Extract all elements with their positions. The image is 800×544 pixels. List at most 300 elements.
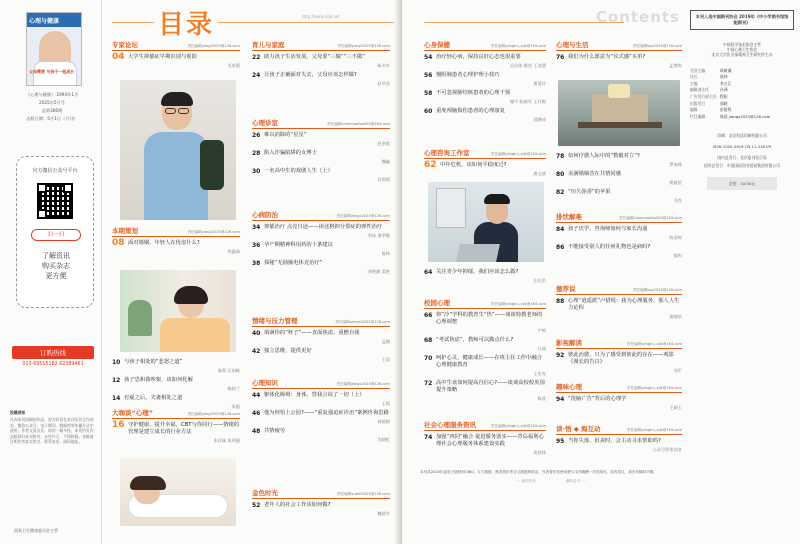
section-title: 读·悟 ◆ 海互动 (556, 425, 601, 433)
section-emotion (252, 316, 390, 363)
entry-title: 呵护心灵，健康成长——在班主任工作中融合心理健康教育 (436, 355, 542, 368)
section-title: 社会心理服务资讯 (424, 421, 476, 429)
section-heading (556, 284, 682, 295)
page-number: 16 (112, 420, 125, 430)
entry-author: 王宏亮 (533, 371, 546, 376)
section-editor: 责任编辑yanghu_xljk@163.com (490, 44, 546, 48)
section-title: 心病防治 (252, 211, 278, 219)
entry-author: 陈欣 (537, 396, 546, 401)
entry-title: 让孩子正确面对失去，父母应该怎样做? (264, 72, 357, 78)
org-line: 中国心理卫生协会 (726, 47, 758, 53)
page-number: 66 (424, 312, 433, 319)
entry-title: 重度颅脑损伤患者的心理康复 (436, 108, 505, 114)
section-title: 心理诊室 (252, 119, 278, 127)
page-number: 62 (424, 160, 437, 170)
entry-title: 当你失落、沮丧时，会主动寻求帮助吗? (568, 438, 661, 444)
staff-role: 名誉主编 (690, 67, 706, 73)
masthead-issn: ISSN 1005-5916 CN 11-3187/R (712, 143, 772, 149)
toc-entry[interactable] (252, 392, 390, 407)
section-editor: 责任编辑lipz2025@126.com (633, 288, 682, 292)
section-heading (556, 212, 682, 223)
entry-author: 刘平 (673, 368, 682, 373)
page-number: 92 (556, 352, 565, 359)
toc-entry[interactable] (556, 189, 682, 204)
section-heading (252, 316, 390, 327)
contents-title-en: Contents (595, 8, 680, 26)
submission-notice-text: 凡向本刊投稿的作品，视为同意在本刊及其合作网站、微信公众号、电子期刊、数据库等传播方式中使用。作者文责自负，请勿一稿多投。本刊所发作品版权归本刊所有，未经许可，不得转载。来稿请注明作者真实姓名、联系电话、通讯地址。 (10, 417, 94, 445)
toc-entry[interactable] (556, 298, 682, 320)
masthead-overseas: 国外总发行：中国国际图书贸易集团有限公司 (704, 163, 780, 169)
entry-author: 孟博奔 (669, 63, 682, 68)
toc-entry[interactable] (556, 244, 682, 259)
toc-entry[interactable] (424, 72, 546, 87)
wechat-subscribe-box (16, 156, 94, 308)
toc-entry[interactable] (424, 162, 546, 177)
section-heading (556, 382, 682, 393)
toc-entry[interactable] (424, 54, 546, 69)
section-title: 心理与生活 (556, 41, 589, 49)
entry-author: 孟楠 (381, 339, 390, 344)
entry-author: 公众号管室读者 (652, 447, 682, 452)
staff-role: 栏目编辑 (690, 113, 706, 119)
section-title: 专家论坛 (112, 41, 138, 49)
section-parenting (252, 40, 390, 87)
toc-entry[interactable] (424, 108, 546, 123)
entry-title: 慢阻肺患者心理护理小技巧 (436, 72, 500, 78)
section-film (556, 338, 682, 374)
entry-author: 谢平 陈新军 王红梅 (509, 99, 546, 104)
entry-author: 王珺 (381, 357, 390, 362)
entry-author: 李艳颜 姜艳 (367, 269, 390, 274)
entry-title: 不能接受别人的任何礼物也是病吗? (568, 244, 651, 250)
page-number: 28 (252, 150, 261, 157)
copyright-text: 本刊从2020年起电子版授权CNKI、万方数据、维普资讯等全文数据库收录，作者著作权使用费与本刊稿酬一次性给付。如有异议，请在来稿时声明。 (420, 470, 657, 474)
toc-entry[interactable] (112, 54, 240, 69)
page-number: 94 (556, 396, 565, 403)
masthead (690, 10, 794, 530)
staff-name: 陈晨 jiangx2023@126.com (720, 113, 771, 119)
staff-row (690, 68, 794, 73)
toc-entry[interactable] (112, 377, 240, 392)
staff-row (690, 87, 794, 92)
section-heading (112, 40, 240, 51)
entry-title: 心理“逍遥派”卢猎锐：我为心理服务、那人人生力论程 (568, 298, 680, 311)
entry-title: 孕产期精神科用药的十条建议 (264, 242, 333, 248)
benefit-line: 购买杂志 (42, 262, 70, 270)
toc-url[interactable]: http://www.xljk.net (302, 14, 340, 19)
magazine-cover-thumbnail (26, 12, 82, 86)
section-anxiety (556, 212, 682, 259)
staff-name: 陈树谦 (720, 67, 732, 73)
entry-author: 陈金婷 (669, 235, 682, 240)
entry-author: 秦莽 汪南栋 (217, 368, 240, 373)
scan-button[interactable]: 扫一扫 (31, 229, 81, 241)
section-campus (424, 298, 546, 402)
entry-author: 曹爱玲 (533, 81, 546, 86)
section-heading (112, 408, 240, 419)
masthead-domestic: 国内总发行：北京报刊发行局 (717, 155, 767, 161)
toc-title: 目录 (154, 4, 218, 41)
staff-row (690, 94, 794, 99)
section-editor: 责任编辑yangl2025@126.com (337, 44, 390, 48)
man-laptop-photo (428, 182, 544, 262)
entry-title: 填满你的“杯子”——直面焦虑、重燃自我 (264, 330, 360, 336)
section-editor: 责任编辑pengsl2025@126.com (335, 320, 390, 324)
entry-author: 何晓娟 (377, 419, 390, 424)
section-expert (112, 40, 240, 69)
toc-entry[interactable] (252, 54, 390, 69)
entry-author: 吴昌伟 维焦 王效慧 (509, 63, 546, 68)
staff-name: 郭晓 (720, 100, 728, 106)
page-number: 12 (112, 377, 121, 384)
section-life-more (556, 150, 682, 204)
section-heading (424, 148, 546, 159)
photo-hair (130, 476, 166, 490)
copyright-footer (420, 470, 682, 484)
section-editor: 责任编辑xuehf2025@126.com (337, 492, 390, 496)
staff-row (690, 81, 794, 86)
entry-title: 难以消除的“星星” (264, 132, 307, 138)
section-focus (112, 226, 240, 255)
page-number: 72 (424, 380, 433, 387)
entry-title: 加强“四同”融合 促进服务落实——青岛福利心理社会心理服务体系建设实践 (436, 434, 544, 447)
section-editor: 责任编辑chenmaofeo000@163.com (327, 122, 390, 126)
section-golden (252, 488, 390, 517)
toc-entry[interactable] (424, 380, 546, 402)
masthead-award-box: 本刊入选中国期刊协会 2019年《中小学图书馆馆配期刊》 (690, 10, 794, 30)
staff-name: 程阳 (720, 93, 728, 99)
page-number: 40 (252, 330, 261, 337)
glasses-icon (178, 108, 189, 114)
lantern-icon (608, 84, 630, 98)
toc-entry[interactable] (252, 348, 390, 363)
toc-entry[interactable] (556, 171, 682, 186)
entry-title: 孩子厌学，咨询师如何与家长沟通 (568, 226, 648, 232)
section-title: 心理咨询工作室 (424, 149, 470, 157)
section-heading (252, 378, 390, 389)
page-number: 78 (556, 153, 565, 160)
section-heart (424, 40, 546, 123)
entry-author: 孔丽 (537, 346, 546, 351)
entry-author: 陈林 (381, 251, 390, 256)
entry-title: “考试焦虑”，教师可以做点什么? (436, 337, 514, 343)
masthead-publish: 印刷：北京科信印刷有限公司 (717, 132, 767, 138)
girl-photo (120, 270, 236, 352)
toc-entry[interactable] (424, 434, 546, 456)
entry-title: 不可忽视肺结核患者的心理干预 (436, 90, 511, 96)
page-number: 82 (556, 189, 565, 196)
photo-window (436, 188, 466, 228)
section-editor: 责任编辑yangl2025@126.com (187, 412, 240, 416)
staff-role: 主编 (690, 80, 698, 86)
order-hotline (12, 346, 94, 367)
page-number: 24 (252, 72, 261, 79)
student-photo (120, 80, 236, 220)
contents-header (424, 4, 686, 34)
entry-author: 姚姚星 (669, 180, 682, 185)
entry-author: 赵华君 (377, 81, 390, 86)
section-title: 情绪与压力管理 (252, 317, 298, 325)
submission-notice (10, 410, 96, 444)
staff-role: 广告发行部主任 (690, 93, 717, 99)
toc-entry[interactable] (556, 396, 682, 411)
section-studio-more (424, 266, 546, 284)
entry-title: 助力孩子生活发展，父母要“三做”“三不做” (264, 54, 366, 60)
section-title: 心理知识 (252, 379, 278, 387)
entry-title: 有疑之后，夫妻相处之道 (124, 395, 183, 401)
toc-right (424, 0, 686, 544)
issue-info-line-3: 总第366期 (41, 108, 63, 113)
cover-band-title: 心理与健康 (27, 13, 82, 27)
section-title: 趣味心理 (556, 383, 582, 391)
page-number: 38 (252, 260, 261, 267)
entry-title: 与孩子相处的“悲怒之道” (124, 359, 183, 365)
staff-name: 彭毅鸣 (720, 107, 732, 113)
staff-name: 陆林 (720, 74, 728, 80)
section-title: 本期策划 (112, 227, 138, 235)
toc-entry[interactable] (424, 337, 546, 352)
section-title: 排忧解难 (556, 213, 582, 221)
staff-row (690, 101, 794, 106)
section-title: 心身保健 (424, 41, 450, 49)
entry-title: 老年人的社会工作该如何做? (264, 502, 331, 508)
section-title: 金色时光 (252, 489, 278, 497)
backpack-icon (200, 140, 224, 190)
page-number: 44 (252, 392, 261, 399)
page-number: 36 (252, 242, 261, 249)
page-number: 74 (424, 434, 433, 441)
entry-author: 邵德成 (533, 117, 546, 122)
entry-title: “洗脑广告”背后的心理学 (568, 396, 627, 402)
section-editor: 责任编辑yanghu_xljk@163.com (626, 428, 682, 432)
section-editor: 责任编辑yanghu_xljk@163.com (490, 424, 546, 428)
subscribe-benefits (25, 251, 87, 281)
laptop-icon (456, 244, 500, 262)
benefit-line: 更方便 (45, 272, 67, 280)
toc-entry[interactable] (424, 90, 546, 105)
qr-corner-icon (37, 209, 47, 219)
section-society (424, 420, 546, 456)
entry-author: 朱越 (231, 404, 240, 409)
entry-title: 一名高中生的戏剧人生（上） (264, 168, 333, 174)
section-heading (252, 40, 390, 51)
section-title: 校园心理 (424, 299, 450, 307)
entry-author: 毛家强 (227, 63, 240, 68)
photo-shirt (144, 132, 208, 220)
section-title: 影视解读 (556, 339, 582, 347)
entry-title: 他为何怕上公园?——“重复强迫症诊治”案例咨询思路 (264, 410, 389, 416)
entry-title: 美满婚姻昔在共情同感 (568, 171, 621, 177)
page-number: 70 (424, 355, 433, 362)
page-number: 86 (556, 244, 565, 251)
photo-hair (161, 92, 193, 106)
section-focus-more (112, 356, 240, 410)
plant-icon (128, 300, 152, 336)
toc-entry[interactable] (252, 502, 390, 517)
copyright-tags (420, 479, 682, 484)
entry-author: 廖冉 (673, 253, 682, 258)
glasses-icon (165, 108, 176, 114)
section-studio (424, 148, 546, 177)
section-heading (112, 226, 240, 237)
hotline-numbers[interactable]: 010-69515182 62389461 (22, 362, 84, 367)
entry-title: 治疗轻心病，保持良好心态也很重要 (436, 54, 521, 60)
toc-entry[interactable] (252, 242, 390, 257)
cover-tagline: 父母需要 与孩子一起成长 (29, 69, 75, 74)
page-number: 26 (252, 132, 261, 139)
staff-row (690, 74, 794, 79)
section-read (556, 424, 682, 453)
page-number: 52 (252, 502, 261, 509)
staff-row (690, 114, 794, 119)
toc-entry[interactable] (424, 355, 546, 377)
toc-left (112, 0, 402, 544)
entry-title: 高中生该如何提高自信心?——谈谈高校校英国提升策略 (436, 380, 545, 393)
toc-entry[interactable] (112, 359, 240, 374)
page-number: 10 (112, 359, 121, 366)
entry-author: 唐文斌 (533, 171, 546, 176)
section-editor: 责任编辑yangl2025@126.com (187, 44, 240, 48)
page-number: 22 (252, 54, 261, 61)
page-number: 42 (252, 348, 261, 355)
toc-entry[interactable] (112, 422, 240, 444)
entry-title: “历久弥香”的苹果 (568, 189, 611, 195)
section-adolescent (112, 408, 240, 444)
page-number: 30 (252, 168, 261, 175)
section-editor: 责任编辑jiangx2023@126.com (336, 214, 390, 218)
entry-title: 关注青少年抑郁，我们应该怎么做? (436, 269, 519, 275)
entry-author: 杨桂兰 (227, 386, 240, 391)
section-fun (556, 382, 682, 411)
page-number: 08 (112, 238, 125, 248)
page-number: 14 (112, 395, 121, 402)
entry-title: 躯体化障碍：身体，替我言说了一切（上） (264, 392, 365, 398)
toc-entry[interactable] (556, 54, 682, 69)
masthead-staff (690, 68, 794, 119)
page-number: 68 (424, 337, 433, 344)
entry-title: 大学生抑郁症早期识别与预防 (128, 54, 197, 60)
section-editor: 责任编辑yangl2025@126.com (187, 230, 240, 234)
copyright-tag: 翻印必究 一 (566, 479, 586, 483)
section-heading (424, 298, 546, 309)
entry-title: 孩子恐和我吵架，该如何化解 (124, 377, 193, 383)
toc-entry[interactable] (556, 438, 682, 453)
staff-role: 编辑 (690, 107, 698, 113)
section-heading (556, 424, 682, 435)
entry-title: 共情疲劳 (264, 428, 286, 434)
section-title: 德荐说 (556, 285, 576, 293)
section-clinic (252, 118, 390, 183)
section-editor: 责任编辑yanghu_xljk@163.com (490, 302, 546, 306)
entry-title: 如何疗愈人际中的“数毅对立”? (568, 153, 640, 159)
entry-author: 沈晓虹 (377, 437, 390, 442)
price-stamp: 定价：10.00元 (707, 177, 777, 190)
section-recommend (556, 284, 682, 320)
toc-entry[interactable] (252, 330, 390, 345)
toc-entry[interactable] (252, 132, 390, 147)
entry-author: 王嫣 (381, 401, 390, 406)
page-number: 54 (424, 54, 433, 61)
toc-entry[interactable] (556, 153, 682, 168)
toc-entry[interactable] (252, 168, 390, 183)
section-heading (556, 40, 682, 51)
entry-author: 赵金霞 (377, 141, 390, 146)
entry-author: 朱祥瑞 朱明强 (213, 438, 240, 443)
staff-role: 出版发行 (690, 100, 706, 106)
photo-bench (578, 122, 662, 128)
toc-entry[interactable] (424, 312, 546, 334)
toc-entry[interactable] (556, 352, 682, 374)
page-number: 64 (424, 269, 433, 276)
entry-title: 守护健康、提升幸福，CBT与你同行——情绪的管理是建立成长的行业方法 (128, 422, 240, 435)
entry-title: 独立思维，提供更好 (264, 348, 312, 354)
page-number: 88 (556, 298, 565, 305)
toc-entry[interactable] (252, 260, 390, 275)
page-number: 84 (556, 226, 565, 233)
toc-entry[interactable] (252, 150, 390, 165)
org-line: 中国科学技术协会主管 (723, 42, 761, 47)
entry-author: 卢婷 (537, 328, 546, 333)
entry-author: 汪长洪 (533, 278, 546, 283)
entry-author: 翁德泉 (669, 314, 682, 319)
page-number: 58 (424, 90, 433, 97)
page-number: 46 (252, 410, 261, 417)
toc-entry[interactable] (252, 224, 390, 239)
entry-title: 中年危机，该如何平稳度过? (440, 162, 507, 168)
toc-entry[interactable] (252, 72, 390, 87)
entry-title: 面对婚姻，年轻人在忧虑什么? (128, 240, 200, 246)
toc-entry[interactable] (112, 240, 240, 255)
section-title: 育儿与家庭 (252, 41, 285, 49)
issue-info-line-1: 《心理与健康》 1994年1月 (25, 92, 79, 97)
qr-corner-icon (63, 183, 73, 193)
page-number: 95 (556, 438, 565, 445)
section-cognition (252, 378, 390, 443)
photo-hair (174, 286, 208, 304)
entry-author: 魏巍 (381, 159, 390, 164)
left-info-strip (0, 0, 102, 544)
toc-header (112, 4, 402, 40)
entry-author: 苏莉莉 (377, 177, 390, 182)
page-number: 80 (556, 171, 565, 178)
page-number: 60 (424, 108, 433, 115)
section-heading (556, 338, 682, 349)
page-number: 48 (252, 428, 261, 435)
submission-notice-title: 投稿须知 (10, 410, 26, 415)
entry-title: 探秘“无抽搐电休克治疗” (264, 260, 323, 266)
page-number: 04 (112, 52, 125, 62)
entry-author: 王殿玉 (669, 405, 682, 410)
toc-entry[interactable] (424, 269, 546, 284)
toc-entry[interactable] (556, 226, 682, 241)
toc-entry[interactable] (252, 428, 390, 443)
section-heading (252, 210, 390, 221)
section-heading (252, 488, 390, 499)
entry-title: 我们为什么愿意为“仪式感”买单? (568, 54, 646, 60)
section-title: 大咖谈“心理” (112, 409, 154, 417)
page-number: 76 (556, 54, 565, 61)
photo-hair (484, 194, 510, 204)
entry-title: 抑郁治疗 点亮日途——读这格抑分裂症的弹性治疗 (264, 224, 383, 230)
toc-entry[interactable] (252, 410, 390, 425)
entry-title: 陷入诈骗陷阱的女博士 (264, 150, 317, 156)
benefit-line: 了解资讯 (42, 252, 70, 260)
masthead-org (690, 42, 794, 58)
section-editor: 责任编辑yanghu_xljk@163.com (490, 152, 546, 156)
staff-role: 编辑部主任 (690, 87, 709, 93)
entry-author: 房跃林 (533, 450, 546, 455)
copyright-tag: 一 版权所有 (516, 479, 536, 483)
